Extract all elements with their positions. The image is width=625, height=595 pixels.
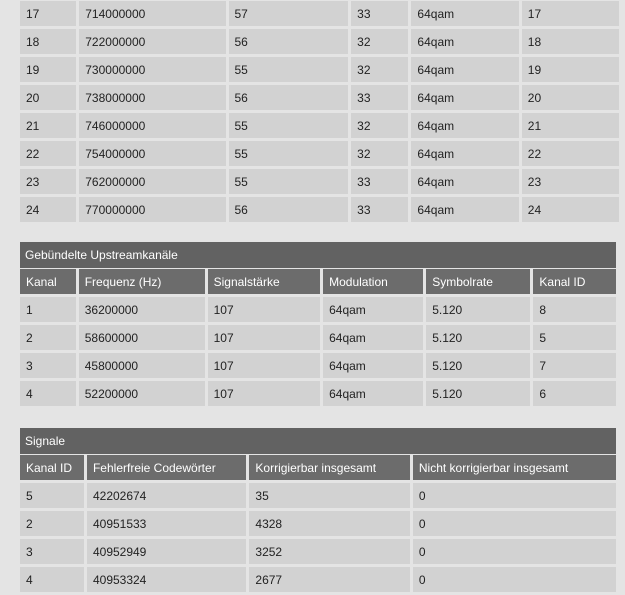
table-cell: 64qam [323,381,423,406]
table-cell: 20 [20,85,76,110]
table-cell: 64qam [411,57,518,82]
table-cell: 3 [20,353,76,378]
table-cell: 32 [351,29,408,54]
table-cell: 42202674 [87,483,246,508]
header-row [20,455,616,480]
table-row [20,1,619,26]
table-cell: 55 [229,57,349,82]
table-row [20,169,619,194]
table-cell: 107 [208,297,320,322]
column-header: Signalstärke [208,269,320,294]
column-header: Fehlerfreie Codewörter [87,455,246,480]
table-row [20,85,619,110]
signal-section-title: Signale [20,428,616,454]
table-cell: 56 [229,85,349,110]
table-cell: 22 [20,141,76,166]
table-cell: 33 [351,85,408,110]
table-cell: 5 [533,325,616,350]
upstream-section-title: Gebündelte Upstreamkanäle [20,242,616,268]
table-cell: 64qam [323,353,423,378]
table-cell: 40953324 [87,567,246,592]
table-cell: 33 [351,197,408,222]
table-cell: 64qam [411,169,518,194]
table-row [20,29,619,54]
table-cell: 55 [229,169,349,194]
table-cell: 107 [208,381,320,406]
table-row [20,567,616,592]
table-cell: 52200000 [79,381,205,406]
table-cell: 4 [20,381,76,406]
column-header: Nicht korrigierbar insgesamt [413,455,616,480]
table-cell: 3 [20,539,84,564]
column-header: Kanal ID [20,455,84,480]
table-cell: 24 [522,197,619,222]
table-cell: 3252 [249,539,409,564]
downstream-body [20,1,619,222]
table-cell: 35 [249,483,409,508]
table-cell: 746000000 [79,113,225,138]
table-cell: 64qam [411,141,518,166]
header-row [20,269,616,294]
signal-table [17,452,619,595]
table-row [20,197,619,222]
table-cell: 7 [533,353,616,378]
table-cell: 56 [229,197,349,222]
table-cell: 107 [208,325,320,350]
table-row [20,141,619,166]
table-row [20,381,616,406]
column-header: Frequenz (Hz) [79,269,205,294]
table-cell: 4 [20,567,84,592]
table-cell: 33 [351,1,408,26]
table-row [20,483,616,508]
table-cell: 21 [20,113,76,138]
table-cell: 18 [20,29,76,54]
table-cell: 5.120 [426,353,530,378]
table-cell: 738000000 [79,85,225,110]
table-cell: 64qam [411,197,518,222]
table-row [20,297,616,322]
table-cell: 33 [351,169,408,194]
table-cell: 56 [229,29,349,54]
downstream-table [17,0,622,225]
table-cell: 5.120 [426,297,530,322]
table-cell: 22 [522,141,619,166]
column-header: Kanal [20,269,76,294]
column-header: Kanal ID [533,269,616,294]
table-cell: 730000000 [79,57,225,82]
table-row [20,113,619,138]
table-cell: 0 [413,567,616,592]
table-cell: 24 [20,197,76,222]
table-cell: 20 [522,85,619,110]
table-cell: 4328 [249,511,409,536]
table-row [20,353,616,378]
column-header: Modulation [323,269,423,294]
table-cell: 23 [522,169,619,194]
table-cell: 64qam [411,85,518,110]
table-cell: 770000000 [79,197,225,222]
table-cell: 58600000 [79,325,205,350]
table-cell: 0 [413,483,616,508]
table-cell: 55 [229,113,349,138]
table-cell: 17 [522,1,619,26]
table-row [20,325,616,350]
table-cell: 18 [522,29,619,54]
table-cell: 23 [20,169,76,194]
signal-body [20,483,616,592]
table-cell: 64qam [411,1,518,26]
table-cell: 0 [413,539,616,564]
table-cell: 32 [351,141,408,166]
signal-header [20,455,616,480]
table-cell: 57 [229,1,349,26]
table-cell: 8 [533,297,616,322]
table-row [20,539,616,564]
table-cell: 2 [20,325,76,350]
column-header: Symbolrate [426,269,530,294]
table-cell: 762000000 [79,169,225,194]
table-row [20,57,619,82]
table-cell: 1 [20,297,76,322]
table-cell: 19 [522,57,619,82]
table-cell: 64qam [323,325,423,350]
table-cell: 5.120 [426,325,530,350]
table-cell: 36200000 [79,297,205,322]
table-cell: 722000000 [79,29,225,54]
table-cell: 32 [351,57,408,82]
table-cell: 45800000 [79,353,205,378]
upstream-header [20,269,616,294]
table-cell: 21 [522,113,619,138]
table-cell: 17 [20,1,76,26]
table-cell: 64qam [411,113,518,138]
table-cell: 714000000 [79,1,225,26]
column-header: Korrigierbar insgesamt [249,455,409,480]
table-cell: 32 [351,113,408,138]
upstream-body [20,297,616,406]
table-cell: 2677 [249,567,409,592]
table-cell: 5.120 [426,381,530,406]
table-cell: 5 [20,483,84,508]
table-cell: 64qam [323,297,423,322]
table-cell: 40951533 [87,511,246,536]
table-cell: 19 [20,57,76,82]
table-cell: 0 [413,511,616,536]
table-cell: 2 [20,511,84,536]
table-cell: 40952949 [87,539,246,564]
table-cell: 6 [533,381,616,406]
table-cell: 107 [208,353,320,378]
table-cell: 754000000 [79,141,225,166]
table-row [20,511,616,536]
table-cell: 55 [229,141,349,166]
table-cell: 64qam [411,29,518,54]
upstream-table [17,266,619,409]
